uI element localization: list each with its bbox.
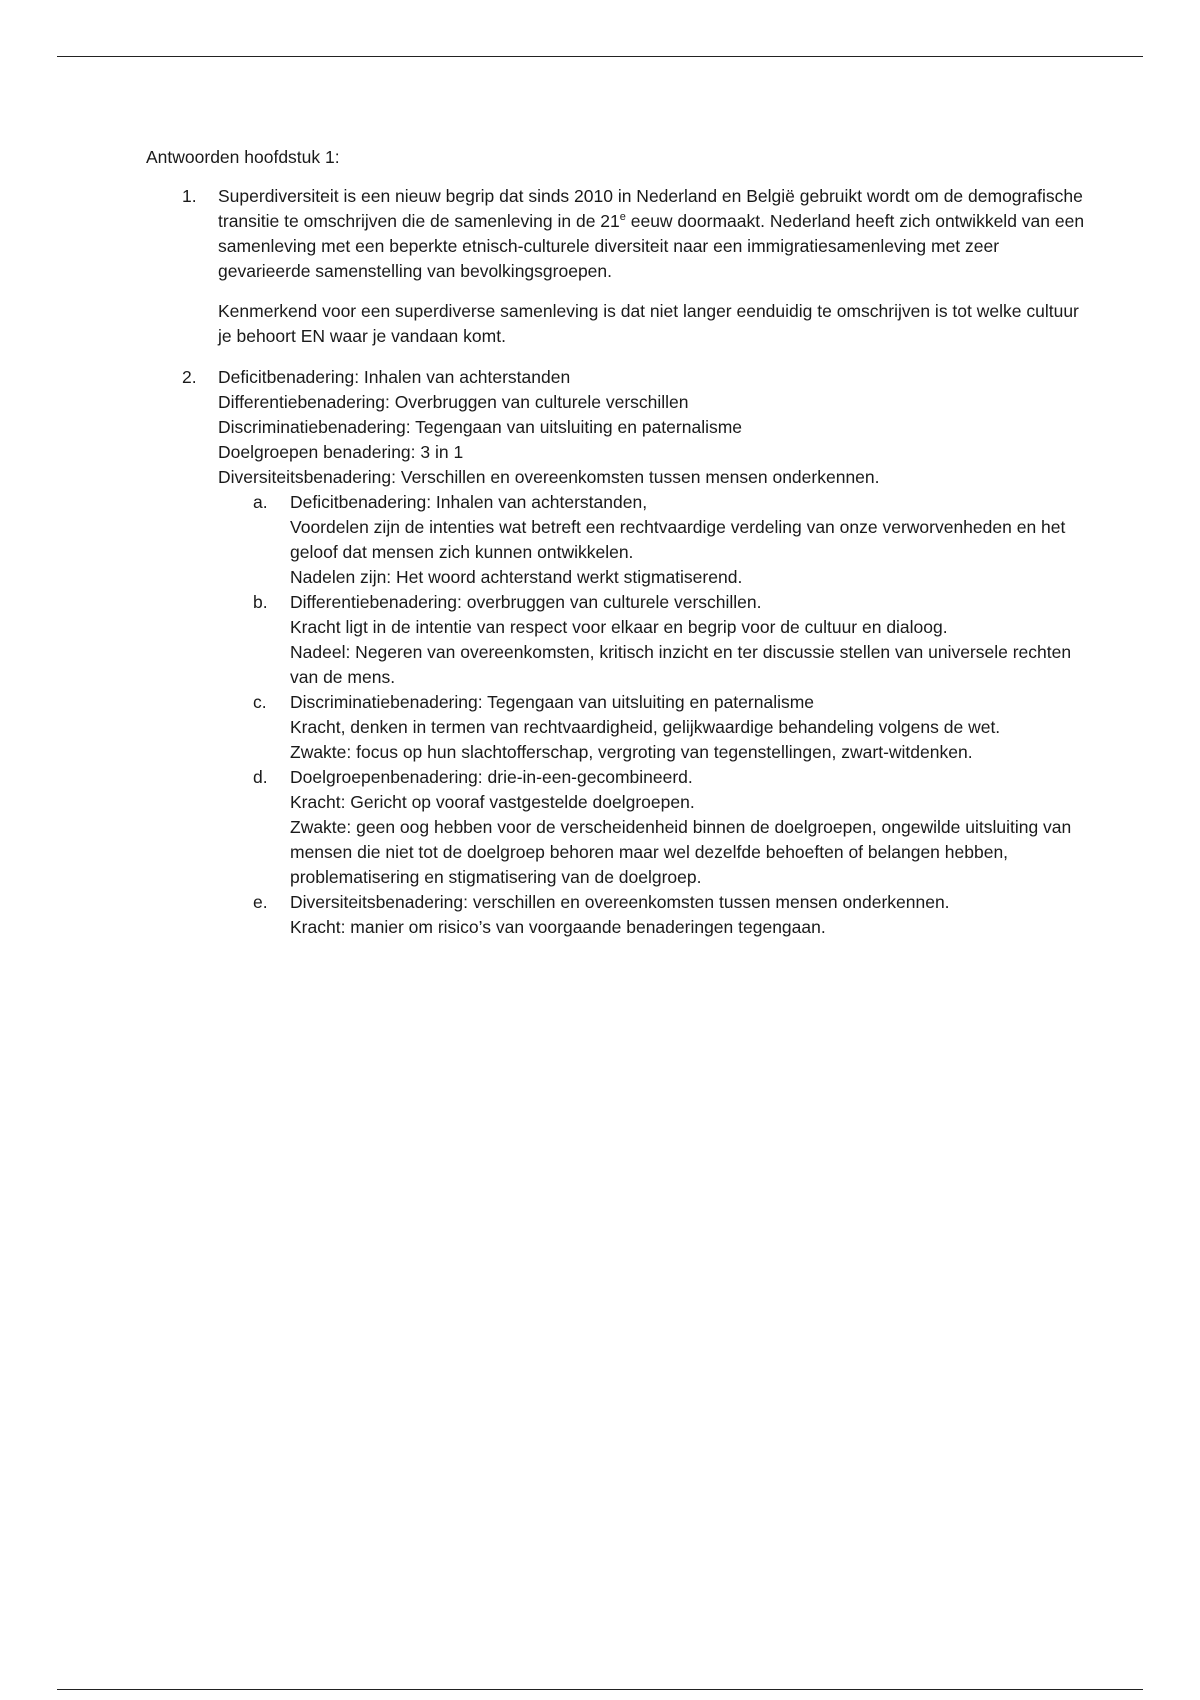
answer-number: 2. bbox=[182, 367, 197, 387]
sub-item-line: Nadeel: Negeren van overeenkomsten, kritisch inzicht en ter discussie stellen van universele rechten van de mens. bbox=[290, 642, 1072, 687]
superscript: e bbox=[619, 211, 626, 224]
approach-line: Deficitbenadering: Inhalen van achterstanden bbox=[218, 367, 571, 387]
sub-item-letter: d. bbox=[253, 767, 268, 787]
answer-2 bbox=[146, 365, 1096, 940]
sub-item-letter: a. bbox=[253, 492, 268, 512]
sub-item-line: Diversiteitsbenadering: verschillen en overeenkomsten tussen mensen onderkennen. bbox=[290, 892, 950, 912]
sub-item-line: Nadelen zijn: Het woord achterstand werkt stigmatiserend. bbox=[290, 567, 743, 587]
sub-item-d bbox=[218, 765, 1096, 890]
sub-item-line: Kracht: manier om risico’s van voorgaande benaderingen tegengaan. bbox=[290, 917, 826, 937]
approach-line: Diversiteitsbenadering: Verschillen en overeenkomsten tussen mensen onderkennen. bbox=[218, 467, 880, 487]
approach-line: Doelgroepen benadering: 3 in 1 bbox=[218, 442, 464, 462]
sub-item-letter: b. bbox=[253, 592, 268, 612]
sub-item-line: Deficitbenadering: Inhalen van achterstanden, bbox=[290, 492, 648, 512]
sub-item-e bbox=[218, 890, 1096, 940]
footer-rule bbox=[57, 1689, 1143, 1690]
answer-number: 1. bbox=[182, 186, 197, 206]
sub-item-line: Zwakte: geen oog hebben voor de verscheidenheid binnen de doelgroepen, ongewilde uitsluiting van mensen die niet tot de doelgroep behoren maar wel dezelfde behoeften of belangen hebben, problematisering en stigmatisering van de doelgroep. bbox=[290, 817, 1072, 887]
approach-line: Discriminatiebenadering: Tegengaan van uitsluiting en paternalisme bbox=[218, 417, 743, 437]
answer-1-paragraph-2: Kenmerkend voor een superdiverse samenleving is dat niet langer eenduidig te omschrijven is tot welke cultuur je behoort EN waar je vandaan komt. bbox=[218, 301, 1079, 346]
header-rule bbox=[57, 56, 1143, 57]
answer-1-paragraph-1 bbox=[218, 184, 1096, 284]
sub-item-line: Kracht, denken in termen van rechtvaardigheid, gelijkwaardige behandeling volgens de wet. bbox=[290, 717, 1001, 737]
sub-item-letter: c. bbox=[253, 692, 267, 712]
paragraph-text: Superdiversiteit is een nieuw begrip dat sinds 2010 in Nederland en België gebruikt wordt om de demografische transitie te omschrijven die de samenleving in de 21 bbox=[218, 186, 1083, 231]
document-body bbox=[146, 145, 1096, 940]
answer-1 bbox=[146, 184, 1096, 349]
paragraph-text: eeuw doormaakt. Nederland heeft zich ontwikkeld van een samenleving met een beperkte etnisch-culturele diversiteit naar een immigratiesamenleving met zeer gevarieerde samenstelling van bevolkingsgroepen. bbox=[218, 211, 1085, 281]
sub-item-line: Discriminatiebenadering: Tegengaan van uitsluiting en paternalisme bbox=[290, 692, 815, 712]
sub-item-line: Kracht ligt in de intentie van respect voor elkaar en begrip voor de cultuur en dialoog. bbox=[290, 617, 948, 637]
sub-item-line: Kracht: Gericht op vooraf vastgestelde doelgroepen. bbox=[290, 792, 695, 812]
sub-item-c bbox=[218, 690, 1096, 765]
sub-item-line: Differentiebenadering: overbruggen van culturele verschillen. bbox=[290, 592, 762, 612]
document-heading: Antwoorden hoofdstuk 1: bbox=[146, 147, 340, 167]
approach-line: Differentiebenadering: Overbruggen van culturele verschillen bbox=[218, 392, 689, 412]
sub-item-line: Doelgroepenbenadering: drie-in-een-gecombineerd. bbox=[290, 767, 693, 787]
sub-item-b bbox=[218, 590, 1096, 690]
sub-item-line: Zwakte: focus op hun slachtofferschap, vergroting van tegenstellingen, zwart-witdenken. bbox=[290, 742, 973, 762]
sub-item-letter: e. bbox=[253, 892, 268, 912]
sub-item-line: Voordelen zijn de intenties wat betreft een rechtvaardige verdeling van onze verworvenheden en het geloof dat mensen zich kunnen ontwikkelen. bbox=[290, 517, 1066, 562]
sub-item-a bbox=[218, 490, 1096, 590]
